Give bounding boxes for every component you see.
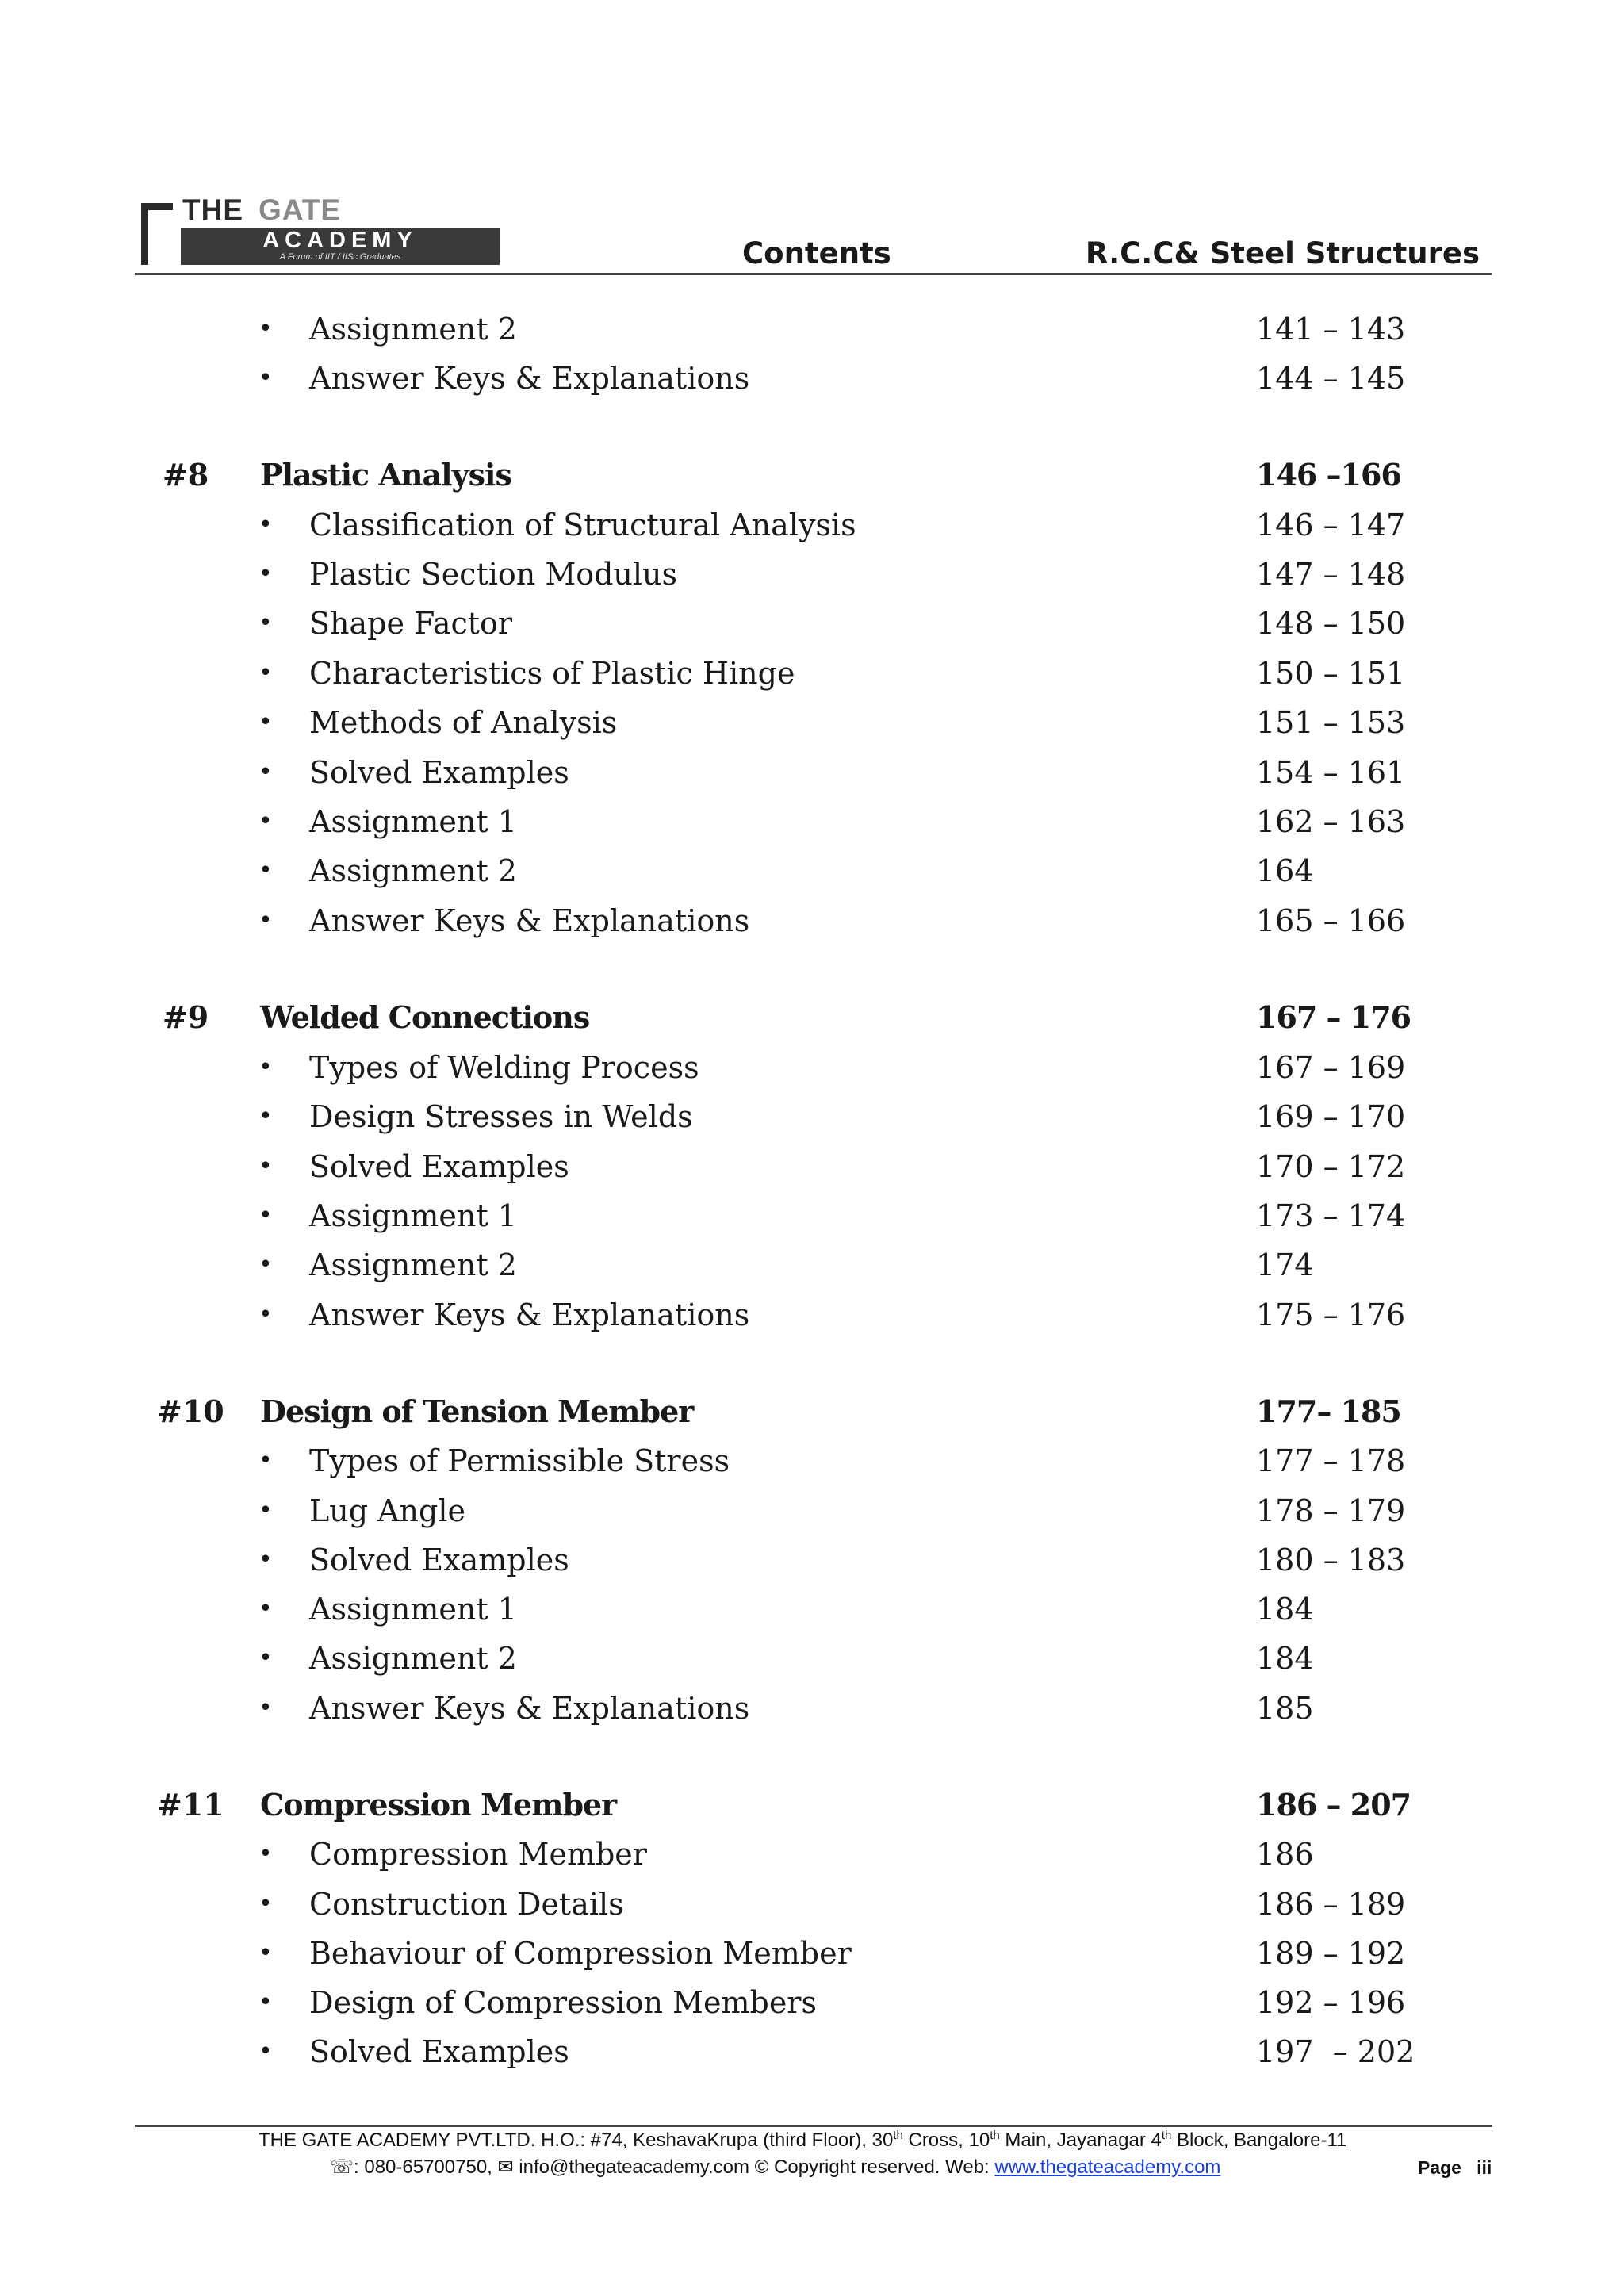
bullet-icon: • bbox=[259, 364, 273, 392]
chapter-number: #9 bbox=[162, 999, 209, 1035]
page-range: 173 – 174 bbox=[1256, 1198, 1406, 1233]
page-range: 180 – 183 bbox=[1256, 1543, 1406, 1577]
item-title: Assignment 2 bbox=[309, 312, 517, 347]
item-title: Assignment 2 bbox=[309, 853, 517, 888]
bullet-icon: • bbox=[259, 1595, 273, 1623]
toc-item-row bbox=[0, 502, 1624, 548]
bullet-icon: • bbox=[259, 1447, 273, 1474]
page-range: 184 bbox=[1256, 1641, 1314, 1676]
item-title: Design Stresses in Welds bbox=[309, 1099, 693, 1134]
toc-item-row bbox=[0, 1685, 1624, 1731]
item-title: Assignment 2 bbox=[309, 1248, 517, 1282]
item-title: Types of Permissible Stress bbox=[309, 1443, 730, 1478]
item-title: Behaviour of Compression Member bbox=[309, 1936, 852, 1971]
page-range: 186 bbox=[1256, 1837, 1314, 1872]
header-section-title: Contents bbox=[742, 236, 891, 270]
toc-item-row bbox=[0, 1586, 1624, 1632]
toc-item-row bbox=[0, 898, 1624, 944]
toc-chapter-row bbox=[0, 452, 1624, 498]
page-range: 192 – 196 bbox=[1256, 1985, 1406, 2020]
toc-chapter-row bbox=[0, 1782, 1624, 1828]
footer-divider bbox=[135, 2125, 1492, 2127]
bullet-icon: • bbox=[259, 1152, 273, 1180]
toc-item-row bbox=[0, 600, 1624, 646]
page-range: 167 – 169 bbox=[1256, 1050, 1406, 1085]
page-range: 148 – 150 bbox=[1256, 606, 1406, 641]
chapter-number: #10 bbox=[157, 1393, 224, 1429]
page-range: 178 – 179 bbox=[1256, 1493, 1406, 1528]
page-range: 165 – 166 bbox=[1256, 903, 1406, 938]
logo-text-gate: GATE bbox=[259, 194, 342, 226]
page-range: 184 bbox=[1256, 1592, 1314, 1627]
toc-item-row bbox=[0, 1881, 1624, 1927]
bullet-icon: • bbox=[259, 857, 273, 884]
bullet-icon: • bbox=[259, 315, 273, 343]
bullet-icon: • bbox=[259, 609, 273, 637]
toc-item-row bbox=[0, 650, 1624, 696]
page-range: 189 – 192 bbox=[1256, 1936, 1406, 1971]
bullet-icon: • bbox=[259, 2037, 273, 2065]
toc-item-row bbox=[0, 749, 1624, 795]
toc-item-row bbox=[0, 355, 1624, 401]
page-range: 150 – 151 bbox=[1256, 656, 1406, 691]
chapter-title: Plastic Analysis bbox=[260, 457, 511, 493]
toc-chapter-row bbox=[0, 1389, 1624, 1435]
page-range: 177 – 178 bbox=[1256, 1443, 1406, 1478]
item-title: Shape Factor bbox=[309, 606, 513, 641]
logo-text-academy: ACADEMY bbox=[262, 228, 418, 253]
page-range: 146 – 147 bbox=[1256, 508, 1406, 542]
bullet-icon: • bbox=[259, 1497, 273, 1524]
bullet-icon: • bbox=[259, 1546, 273, 1573]
logo-text-the: THE bbox=[182, 194, 243, 226]
page-range: 174 bbox=[1256, 1248, 1314, 1282]
bullet-icon: • bbox=[259, 1301, 273, 1328]
bullet-icon: • bbox=[259, 1840, 273, 1868]
chapter-number: #8 bbox=[162, 457, 209, 493]
item-title: Assignment 1 bbox=[309, 804, 517, 839]
page-range: 197 – 202 bbox=[1256, 2034, 1415, 2069]
bullet-icon: • bbox=[259, 1202, 273, 1229]
item-title: Methods of Analysis bbox=[309, 705, 618, 740]
item-title: Solved Examples bbox=[309, 2034, 569, 2069]
item-title: Solved Examples bbox=[309, 755, 569, 790]
item-title: Solved Examples bbox=[309, 1149, 569, 1184]
toc-item-row bbox=[0, 1242, 1624, 1288]
item-title: Assignment 2 bbox=[309, 1641, 517, 1676]
bullet-icon: • bbox=[259, 659, 273, 687]
toc-item-row bbox=[0, 1292, 1624, 1338]
toc-item-row bbox=[0, 1193, 1624, 1239]
chapter-title: Design of Tension Member bbox=[260, 1393, 694, 1429]
bullet-icon: • bbox=[259, 1251, 273, 1278]
chapter-number: #11 bbox=[157, 1787, 224, 1823]
toc-item-row bbox=[0, 551, 1624, 597]
page-range: 167 – 176 bbox=[1256, 999, 1411, 1035]
toc-item-row bbox=[0, 1831, 1624, 1877]
toc-item-row bbox=[0, 799, 1624, 845]
toc-item-row bbox=[0, 1980, 1624, 2026]
bullet-icon: • bbox=[259, 758, 273, 786]
item-title: Characteristics of Plastic Hinge bbox=[309, 656, 795, 691]
bullet-icon: • bbox=[259, 1890, 273, 1918]
footer-address: THE GATE ACADEMY PVT.LTD. H.O.: #74, KeshavaKrupa (third Floor), 30th Cross, 10th Main, Jayanagar 4th Block, Bangalore-11 bbox=[259, 2129, 1347, 2151]
toc-item-row bbox=[0, 1144, 1624, 1190]
item-title: Answer Keys & Explanations bbox=[309, 1691, 750, 1726]
bullet-icon: • bbox=[259, 907, 273, 934]
page-range: 164 bbox=[1256, 853, 1314, 888]
item-title: Lug Angle bbox=[309, 1493, 465, 1528]
page-range: 144 – 145 bbox=[1256, 361, 1406, 396]
toc-item-row bbox=[0, 1635, 1624, 1681]
footer-website-link[interactable]: www.thegateacademy.com bbox=[994, 2156, 1221, 2178]
toc-chapter-row bbox=[0, 995, 1624, 1041]
page-range: 154 – 161 bbox=[1256, 755, 1406, 790]
bullet-icon: • bbox=[259, 511, 273, 539]
bullet-icon: • bbox=[259, 1102, 273, 1130]
toc-item-row bbox=[0, 1488, 1624, 1534]
item-title: Answer Keys & Explanations bbox=[309, 903, 750, 938]
page-range: 186 – 189 bbox=[1256, 1887, 1406, 1922]
toc-item-row bbox=[0, 1930, 1624, 1976]
page-range: 147 – 148 bbox=[1256, 557, 1406, 592]
page-range: 141 – 143 bbox=[1256, 312, 1406, 347]
item-title: Solved Examples bbox=[309, 1543, 569, 1577]
bullet-icon: • bbox=[259, 807, 273, 835]
toc-item-row bbox=[0, 1438, 1624, 1484]
item-title: Design of Compression Members bbox=[309, 1985, 817, 2020]
item-title: Assignment 1 bbox=[309, 1592, 517, 1627]
bullet-icon: • bbox=[259, 708, 273, 736]
page-range: 185 bbox=[1256, 1691, 1314, 1726]
item-title: Compression Member bbox=[309, 1837, 647, 1872]
page-range: 169 – 170 bbox=[1256, 1099, 1406, 1134]
page-range: 170 – 172 bbox=[1256, 1149, 1406, 1184]
toc-item-row bbox=[0, 306, 1624, 352]
header-subject-title: R.C.C& Steel Structures bbox=[1085, 236, 1480, 270]
bullet-icon: • bbox=[259, 1939, 273, 1967]
bullet-icon: • bbox=[259, 1053, 273, 1081]
page-range: 175 – 176 bbox=[1256, 1297, 1406, 1332]
page-number: Page iii bbox=[1418, 2157, 1492, 2178]
logo-tagline: A Forum of IIT / IISc Graduates bbox=[279, 252, 401, 262]
chapter-title: Welded Connections bbox=[260, 999, 590, 1035]
page-range: 151 – 153 bbox=[1256, 705, 1406, 740]
bullet-icon: • bbox=[259, 1988, 273, 2016]
item-title: Answer Keys & Explanations bbox=[309, 1297, 750, 1332]
toc-item-row bbox=[0, 700, 1624, 746]
toc-item-row bbox=[0, 1094, 1624, 1140]
page-range: 146 –166 bbox=[1256, 457, 1401, 493]
toc-item-row bbox=[0, 1045, 1624, 1091]
item-title: Plastic Section Modulus bbox=[309, 557, 678, 592]
toc-item-row bbox=[0, 2029, 1624, 2075]
item-title: Construction Details bbox=[309, 1887, 624, 1922]
bullet-icon: • bbox=[259, 560, 273, 588]
chapter-title: Compression Member bbox=[260, 1787, 617, 1823]
item-title: Types of Welding Process bbox=[309, 1050, 699, 1085]
item-title: Assignment 1 bbox=[309, 1198, 517, 1233]
bullet-icon: • bbox=[259, 1644, 273, 1672]
item-title: Answer Keys & Explanations bbox=[309, 361, 750, 396]
page-range: 186 – 207 bbox=[1256, 1787, 1411, 1823]
bullet-icon: • bbox=[259, 1694, 273, 1722]
page-range: 177– 185 bbox=[1256, 1393, 1401, 1429]
toc-item-row bbox=[0, 1537, 1624, 1583]
footer-contact-text: ☏: 080-65700750, ✉ info@thegateacademy.com © Copyright reserved. Web: bbox=[330, 2156, 995, 2178]
toc-item-row bbox=[0, 848, 1624, 894]
page-range: 162 – 163 bbox=[1256, 804, 1406, 839]
item-title: Classification of Structural Analysis bbox=[309, 508, 856, 542]
footer-contact bbox=[330, 2156, 1220, 2179]
